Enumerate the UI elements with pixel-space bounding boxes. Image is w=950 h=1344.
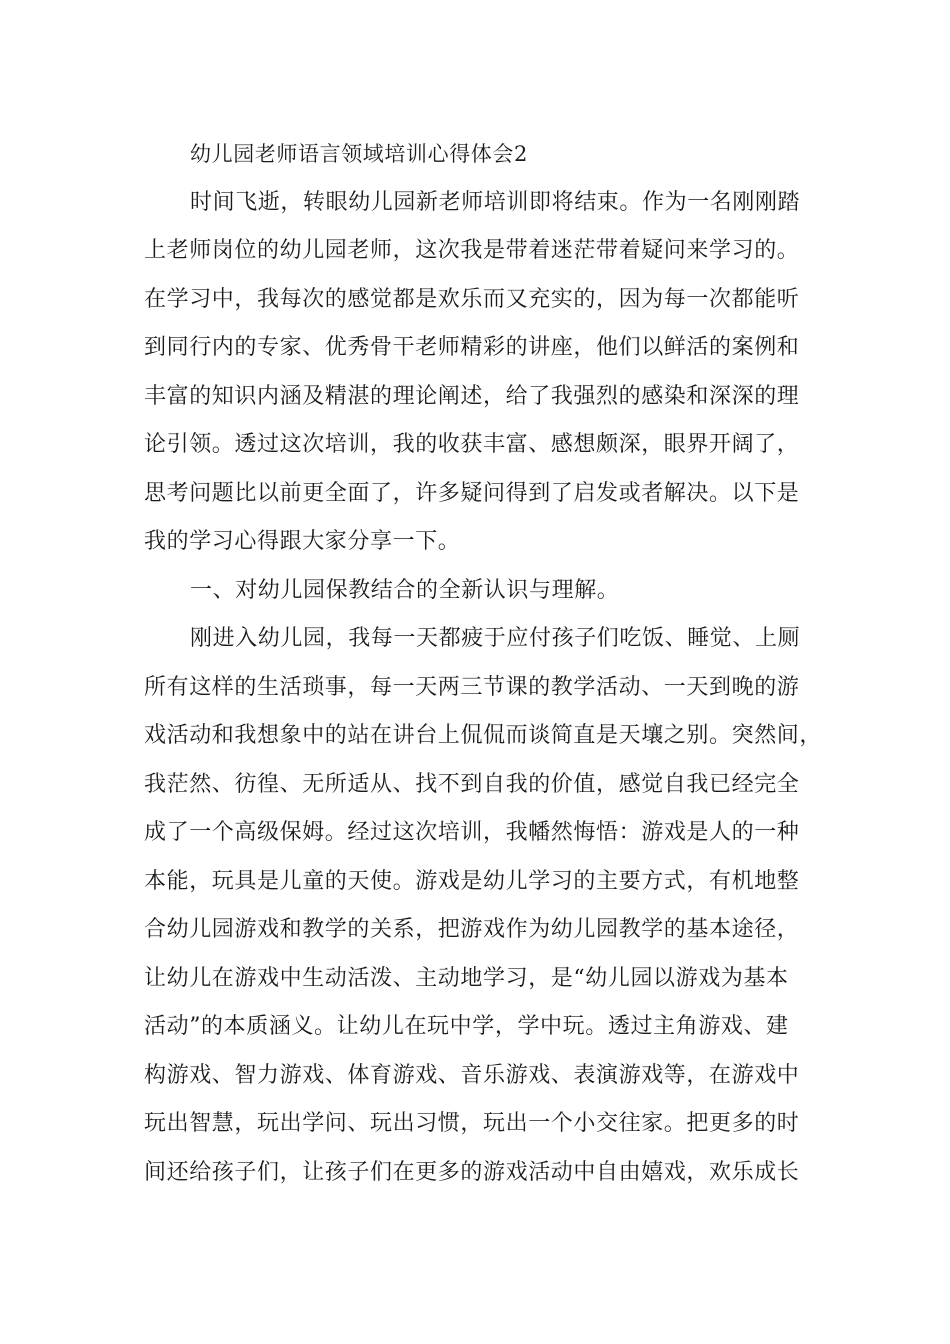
paragraph-line: 戏活动和我想象中的站在讲台上侃侃而谈简直是天壤之别。突然间， [144,723,823,748]
section-heading: 一、对幼儿园保教结合的全新认识与理解。 [190,577,620,603]
paragraph-line: 丰富的知识内涵及精湛的理论阐述，给了我强烈的感染和深深的理 [144,383,800,409]
paragraph-line: 构游戏、智力游戏、体育游戏、音乐游戏、表演游戏等，在游戏中 [144,1062,800,1088]
paragraph-line: 活动”的本质涵义。让幼儿在玩中学，学中玩。透过主角游戏、建 [144,1014,789,1039]
paragraph-line: 玩出智慧，玩出学问、玩出习惯，玩出一个小交往家。把更多的时 [144,1111,800,1136]
paragraph-line: 所有这样的生活琐事，每一天两三节课的教学活动、一天到晚的游 [144,674,800,700]
paragraph-line: 成了一个高级保姆。经过这次培训，我幡然悔悟：游戏是人的一种 [144,820,800,845]
paragraph-line: 论引领。透过这次培训，我的收获丰富、感想颇深，眼界开阔了， [144,432,800,457]
paragraph-line: 到同行内的专家、优秀骨干老师精彩的讲座，他们以鲜活的案例和 [144,335,800,360]
paragraph-line: 我的学习心得跟大家分享一下。 [144,529,461,554]
paragraph-line: 本能，玩具是儿童的天使。游戏是幼儿学习的主要方式，有机地整 [144,868,800,894]
paragraph-line: 间还给孩子们，让孩子们在更多的游戏活动中自由嬉戏，欢乐成长 [144,1159,800,1185]
document-body [144,130,823,1197]
paragraph-line: 在学习中，我每次的感觉都是欢乐而又充实的，因为每一次都能听 [144,286,800,312]
paragraph-section1 [144,615,823,1197]
paragraph-line: 思考问题比以前更全面了，许多疑问得到了启发或者解决。以下是 [144,480,800,506]
paragraph-line: 合幼儿园游戏和教学的关系，把游戏作为幼儿园教学的基本途径， [144,917,800,942]
document-title: 幼儿园老师语言领域培训心得体会2 [190,142,528,166]
paragraph-line: 刚进入幼儿园，我每一天都疲于应付孩子们吃饭、睡觉、上厕 [190,626,801,651]
paragraph-line: 让幼儿在游戏中生动活泼、主动地学习，是“幼儿园以游戏为基本 [144,965,789,991]
paragraph-line: 我茫然、彷徨、无所适从、找不到自我的价值，感觉自我已经完全 [144,771,800,797]
paragraph-line: 时间飞逝，转眼幼儿园新老师培训即将结束。作为一名刚刚踏 [190,189,801,215]
paragraph-intro [144,179,812,567]
paragraph-line: 上老师岗位的幼儿园老师，这次我是带着迷茫带着疑问来学习的。 [144,238,800,263]
